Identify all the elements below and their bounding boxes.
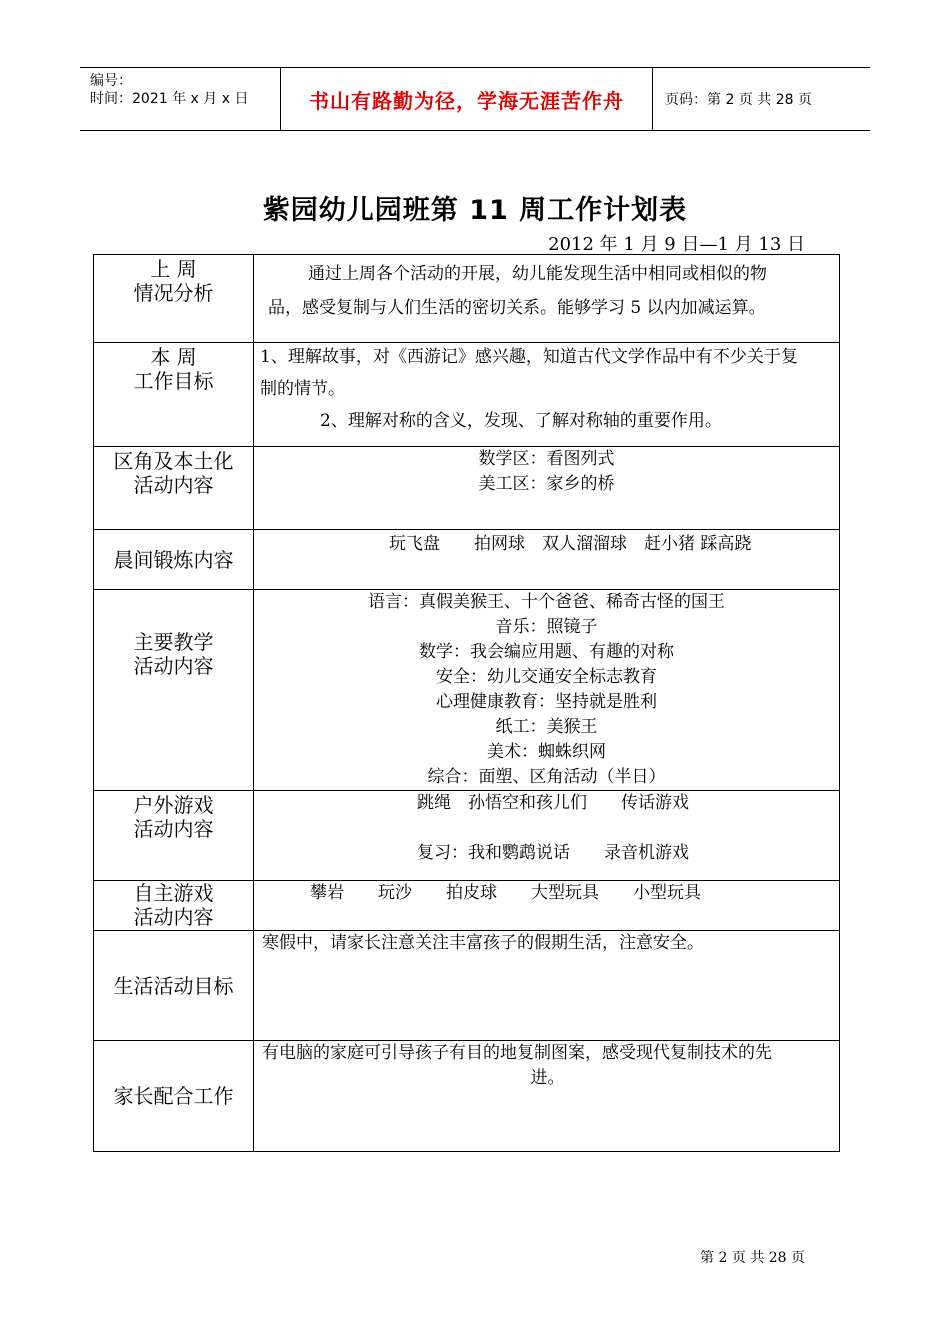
content-parents — [254, 1041, 840, 1152]
date-range: 2012 年 1 月 9 日—1 月 13 日 — [548, 234, 805, 255]
label-teaching — [94, 590, 254, 791]
label-life: 生活活动目标 — [94, 931, 254, 1041]
lesson-item: 数学：我会编应用题、有趣的对称 — [419, 642, 674, 662]
row-goals — [94, 343, 840, 447]
content-teaching — [254, 590, 840, 791]
row-free-play — [94, 881, 840, 931]
header-meta — [80, 68, 281, 130]
text-line: 进。 — [530, 1068, 565, 1088]
label-line: 户外游戏 — [133, 793, 214, 817]
text-line: 品，感受复制与人们生活的密切关系。能够学习 5 以内加减运算。 — [268, 298, 766, 318]
label-line: 活动内容 — [133, 905, 214, 929]
time-label: 时间：2021 年 x 月 x 日 — [90, 91, 249, 107]
label-corner — [94, 447, 254, 530]
label-line: 活动内容 — [133, 654, 214, 678]
row-morning — [94, 530, 840, 590]
text-line: 通过上周各个活动的开展，幼儿能发现生活中相同或相似的物 — [308, 264, 767, 284]
lesson-item: 音乐：照镜子 — [495, 617, 598, 637]
text-line: 有电脑的家庭可引导孩子有目的地复制图案，感受现代复制技术的先 — [262, 1043, 772, 1063]
lesson-item: 纸工：美猴王 — [495, 717, 598, 737]
text-line: 寒假中，请家长注意关注丰富孩子的假期生活，注意安全。 — [262, 933, 704, 953]
plan-table — [93, 254, 840, 1152]
row-parents — [94, 1041, 840, 1152]
content-free-play — [254, 881, 840, 931]
label-goals — [94, 343, 254, 447]
lesson-item: 语言：真假美猴王、十个爸爸、稀奇古怪的国王 — [368, 592, 725, 612]
row-life — [94, 931, 840, 1041]
row-teaching — [94, 590, 840, 791]
label-line: 本 周 — [150, 345, 197, 369]
label-outdoor — [94, 791, 254, 881]
text-line: 攀岩 玩沙 拍皮球 大型玩具 小型玩具 — [310, 883, 701, 903]
text-line: 跳绳 孙悟空和孩儿们 传话游戏 — [417, 793, 689, 813]
label-morning: 晨间锻炼内容 — [94, 530, 254, 590]
content-life — [254, 931, 840, 1041]
label-line: 工作目标 — [133, 369, 214, 393]
label-line: 情况分析 — [133, 281, 214, 305]
lesson-item: 安全：幼儿交通安全标志教育 — [436, 667, 657, 687]
label-line: 上 周 — [150, 257, 197, 281]
lesson-item: 心理健康教育：坚持就是胜利 — [436, 692, 657, 712]
number-label: 编号： — [90, 73, 132, 89]
content-outdoor — [254, 791, 840, 881]
content-last-week — [254, 255, 840, 343]
label-line: 自主游戏 — [133, 881, 214, 905]
text-line: 1、理解故事，对《西游记》感兴趣，知道古代文学作品中有不少关于复 — [260, 347, 798, 367]
text-line: 美工区：家乡的桥 — [478, 474, 615, 494]
header-motto: 书山有路勤为径，学海无涯苦作舟 — [281, 68, 653, 130]
lesson-item: 美术：蜘蛛织网 — [487, 742, 606, 762]
text-line: 复习：我和鹦鹉说话 录音机游戏 — [417, 843, 689, 863]
row-outdoor — [94, 791, 840, 881]
label-line: 活动内容 — [133, 817, 214, 841]
label-line: 主要教学 — [133, 630, 214, 654]
row-last-week — [94, 255, 840, 343]
label-last-week — [94, 255, 254, 343]
page-footer: 第 2 页 共 28 页 — [700, 1250, 805, 1266]
row-corner — [94, 447, 840, 530]
content-corner — [254, 447, 840, 530]
text-line: 制的情节。 — [260, 379, 345, 399]
text-line: 玩飞盘 拍网球 双人溜溜球 赶小猪 踩高跷 — [389, 534, 752, 554]
label-line: 区角及本土化 — [113, 449, 234, 473]
label-parents: 家长配合工作 — [94, 1041, 254, 1152]
page-header — [80, 67, 870, 131]
text-line: 2、理解对称的含义，发现、了解对称轴的重要作用。 — [320, 411, 722, 431]
lesson-item: 综合：面塑、区角活动（半日） — [427, 767, 666, 787]
text-line: 数学区：看图列式 — [478, 449, 615, 469]
header-page-info: 页码：第 2 页 共 28 页 — [665, 92, 812, 108]
content-morning — [254, 530, 840, 590]
document-title: 紫园幼儿园班第 11 周工作计划表 — [262, 195, 688, 226]
label-line: 活动内容 — [133, 473, 214, 497]
label-free-play — [94, 881, 254, 931]
content-goals — [254, 343, 840, 447]
